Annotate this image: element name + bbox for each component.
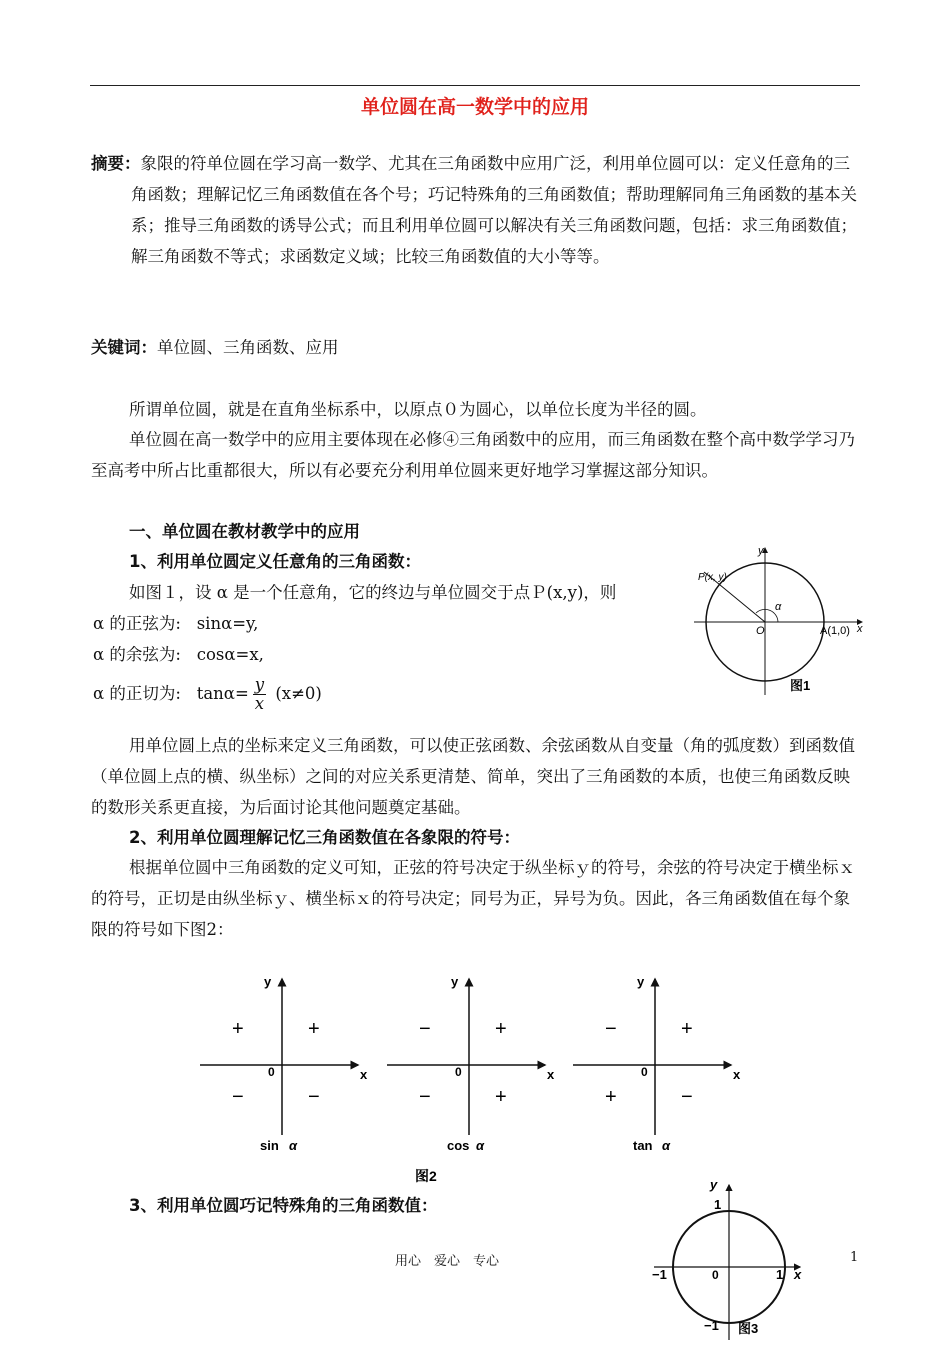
fig1-caption: 图1	[790, 678, 811, 693]
keywords-label: 关键词：	[91, 338, 157, 357]
fig2-x-label: x	[360, 1067, 368, 1082]
fig3-origin: 0	[712, 1268, 719, 1282]
fig2-caption: 图2	[415, 1168, 437, 1184]
fig2-func-name: cos	[447, 1138, 470, 1153]
fig2-origin: 0	[268, 1065, 275, 1079]
keywords-text: 单位圆、三角函数、应用	[157, 338, 339, 357]
keywords	[91, 332, 339, 363]
fig2-q2-sign: −	[419, 1018, 431, 1040]
fig2-y-label: y	[637, 974, 645, 989]
fig2-func-name: tan	[633, 1138, 653, 1153]
fig3-left-neg-one: −1	[652, 1267, 667, 1282]
abstract-label: 摘要：	[91, 154, 141, 173]
fig2-panel-tan	[573, 974, 741, 1153]
fig2-panel-cos	[387, 974, 555, 1153]
tangent-definition: α 的正切为: tanα= $\frac{y}{x}$ (x≠0)	[93, 675, 322, 713]
page-number: 1	[850, 1250, 859, 1265]
figure-3	[650, 1175, 815, 1348]
paragraph-2: 单位圆在高一数学中的应用主要体现在必修④三角函数中的应用，而三角函数在整个高中数学学习乃至高考中所占比重都很大，所以有必要充分利用单位圆来更好地学习掌握这部分知识。	[91, 430, 855, 480]
fig2-y-label: y	[264, 974, 272, 989]
fig2-q2-sign: −	[605, 1018, 617, 1040]
paragraph-4: 根据单位圆中三角函数的定义可知，正弦的符号决定于纵坐标ｙ的符号，余弦的符号决定于横坐标ｘ的符号，正切是由纵坐标ｙ、横坐标ｘ的符号决定；同号为正，异号为负。因此，各三角函数值在每个象限的符号如下图2：	[91, 858, 855, 939]
paragraph-1: 所谓单位圆，就是在直角坐标系中，以原点０为圆心，以单位长度为半径的圆。	[129, 400, 707, 419]
document-title: 单位圆在高一数学中的应用	[360, 96, 589, 118]
fig1-intro: 如图１，设 α 是一个任意角，它的终边与单位圆交于点Ｐ(x,y)，则	[129, 583, 617, 602]
fig3-top-one: 1	[714, 1197, 722, 1212]
fig2-q4-sign: −	[681, 1086, 693, 1108]
tan-fraction: $\frac{y}{x}$	[254, 675, 265, 713]
paragraph-3: 用单位圆上点的坐标来定义三角函数，可以使正弦函数、余弦函数从自变量（角的弧度数）到函数值（单位圆上点的横、纵坐标）之间的对应关系更清楚、简单，突出了三角函数的本质，也使三角函数反映的数形关系更直接，为后面讨论其他问题奠定基础。	[91, 736, 855, 817]
section-1-heading: 一、单位圆在教材教学中的应用	[129, 522, 360, 541]
subsection-3-heading: 3、利用单位圆巧记特殊角的三角函数值：	[129, 1196, 438, 1215]
fig3-right-one: 1	[776, 1267, 784, 1282]
fig3-y-label: y	[710, 1177, 718, 1192]
abstract	[91, 148, 861, 272]
fig2-q4-sign: +	[495, 1086, 507, 1108]
fig1-origin: O	[756, 625, 765, 637]
fig1-p-label: P(x, y)	[698, 572, 727, 583]
fig2-y-label: y	[451, 974, 459, 989]
page-footer: 用心 爱心 专心	[395, 1254, 500, 1269]
figure-1	[690, 540, 870, 709]
fig2-x-label: x	[547, 1067, 555, 1082]
fig2-q3-sign: −	[232, 1086, 244, 1108]
fig2-q1-sign: +	[681, 1018, 693, 1040]
fig2-q1-sign: +	[495, 1018, 507, 1040]
figure-2	[190, 965, 770, 1194]
sine-definition: α 的正弦为: sinα=y,	[93, 614, 259, 633]
fig1-y-label: y	[758, 545, 764, 557]
abstract-text: 象限的符单位圆在学习高一数学、尤其在三角函数中应用广泛，利用单位圆可以：定义任意角的三角函数；理解记忆三角函数值在各个号；巧记特殊角的三角函数值；帮助理解同角三角函数的基本关系；推导三角函数的诱导公式；而且利用单位圆可以解决有关三角函数问题，包括：求三角函数值；解三角函数不等式；求函数定义域；比较三角函数值的大小等等。	[131, 154, 857, 266]
fig3-caption: 图3	[738, 1321, 759, 1336]
subsection-1-heading: 1、利用单位圆定义任意角的三角函数：	[129, 552, 421, 571]
fig3-bottom-neg-one: −1	[704, 1318, 719, 1333]
header-rule	[90, 85, 860, 86]
fig2-func-greek: α	[476, 1138, 485, 1153]
fig2-q3-sign: −	[419, 1086, 431, 1108]
fig2-x-label: x	[733, 1067, 741, 1082]
fig2-func-greek: α	[662, 1138, 671, 1153]
cosine-definition: α 的余弦为: cosα=x,	[93, 645, 264, 664]
fig1-a-label: A(1,0)	[820, 625, 850, 637]
fig2-q1-sign: +	[308, 1018, 320, 1040]
fig1-x-label: x	[857, 623, 863, 635]
fig1-terminal-side	[714, 580, 765, 622]
fig2-origin: 0	[641, 1065, 648, 1079]
fig3-x-label: x	[794, 1267, 802, 1282]
fig2-panel-sin	[200, 974, 368, 1153]
fig2-func-greek: α	[289, 1138, 298, 1153]
fig1-alpha: α	[775, 601, 782, 613]
fig2-origin: 0	[455, 1065, 462, 1079]
subsection-2-heading: 2、利用单位圆理解记忆三角函数值在各象限的符号：	[129, 828, 520, 847]
fig2-q2-sign: +	[232, 1018, 244, 1040]
fig2-func-name: sin	[260, 1138, 279, 1153]
fig2-q4-sign: −	[308, 1086, 320, 1108]
fig2-q3-sign: +	[605, 1086, 617, 1108]
